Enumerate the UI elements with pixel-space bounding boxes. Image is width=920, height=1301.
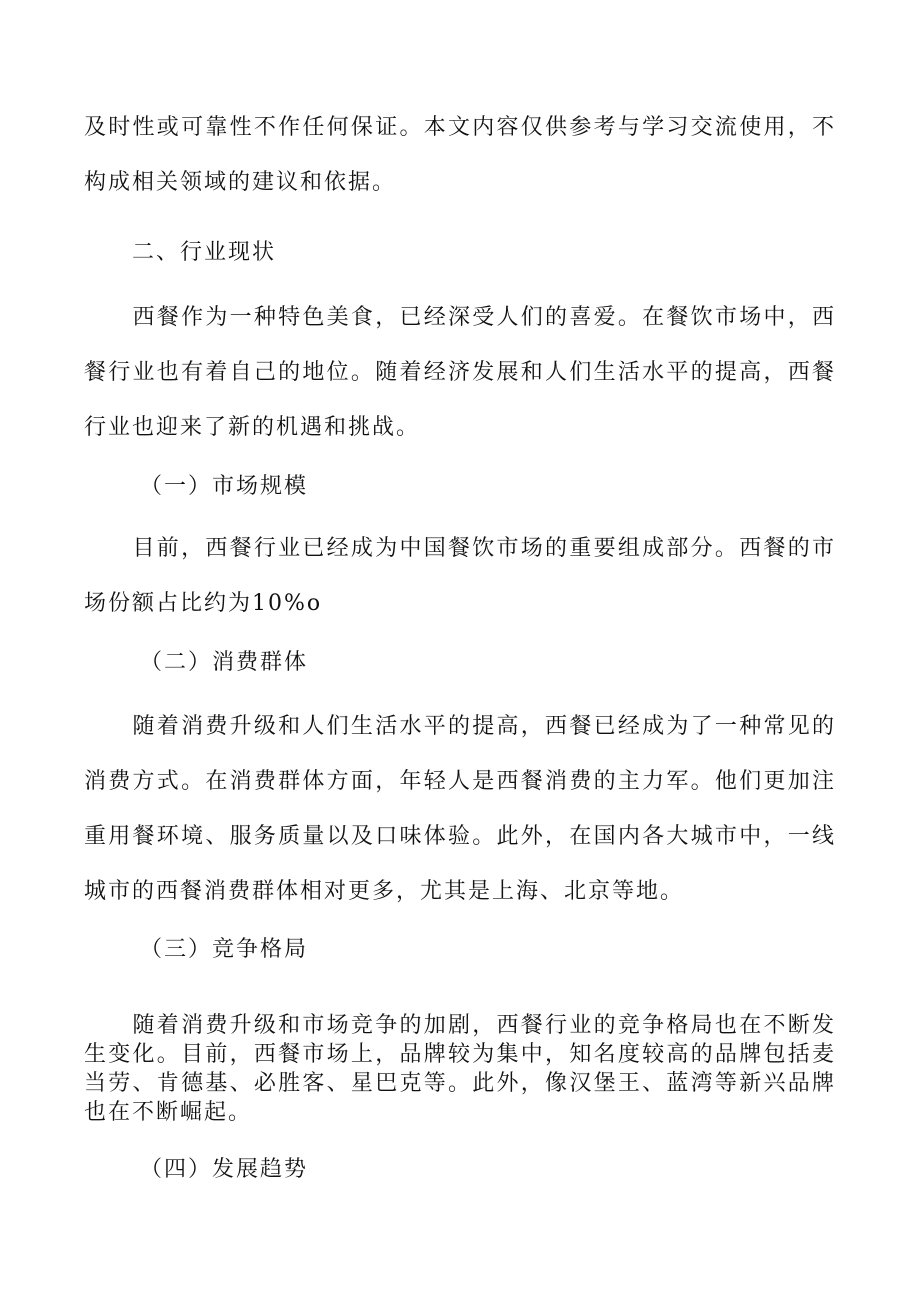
subsection-3-heading: （三）竞争格局 xyxy=(140,937,309,962)
intro-paragraph: 及时性或可靠性不作任何保证。本文内容仅供参考与学习交流使用，不构成相关领域的建议和依据。 xyxy=(84,115,836,195)
section-2-paragraph: 西餐作为一种特色美食，已经深受人们的喜爱。在餐饮市场中，西餐行业也有着自己的地位。随着经济发展和人们生活水平的提高，西餐行业也迎来了新的机遇和挑战。 xyxy=(84,305,836,440)
section-2-heading: 二、行业现状 xyxy=(132,240,277,265)
subsection-1-paragraph: 目前，西餐行业已经成为中国餐饮市场的重要组成部分。西餐的市场份额占比约为10%o xyxy=(84,536,836,616)
subsection-2-heading: （二）消费群体 xyxy=(140,650,309,675)
subsection-3-paragraph: 随着消费升级和市场竞争的加剧，西餐行业的竞争格局也在不断发生变化。目前，西餐市场上，品牌较为集中，知名度较高的品牌包括麦当劳、肯德基、必胜客、星巴克等。此外，像汉堡王、蓝湾等新兴品牌也在不断崛起。 xyxy=(84,1013,836,1125)
subsection-4-heading: （四）发展趋势 xyxy=(140,1157,309,1182)
subsection-1-heading: （一）市场规模 xyxy=(140,474,309,499)
subsection-2-paragraph: 随着消费升级和人们生活水平的提高，西餐已经成为了一种常见的消费方式。在消费群体方面，年轻人是西餐消费的主力军。他们更加注重用餐环境、服务质量以及口味体验。此外，在国内各大城市中，一线城市的西餐消费群体相对更多，尤其是上海、北京等地。 xyxy=(84,714,836,904)
